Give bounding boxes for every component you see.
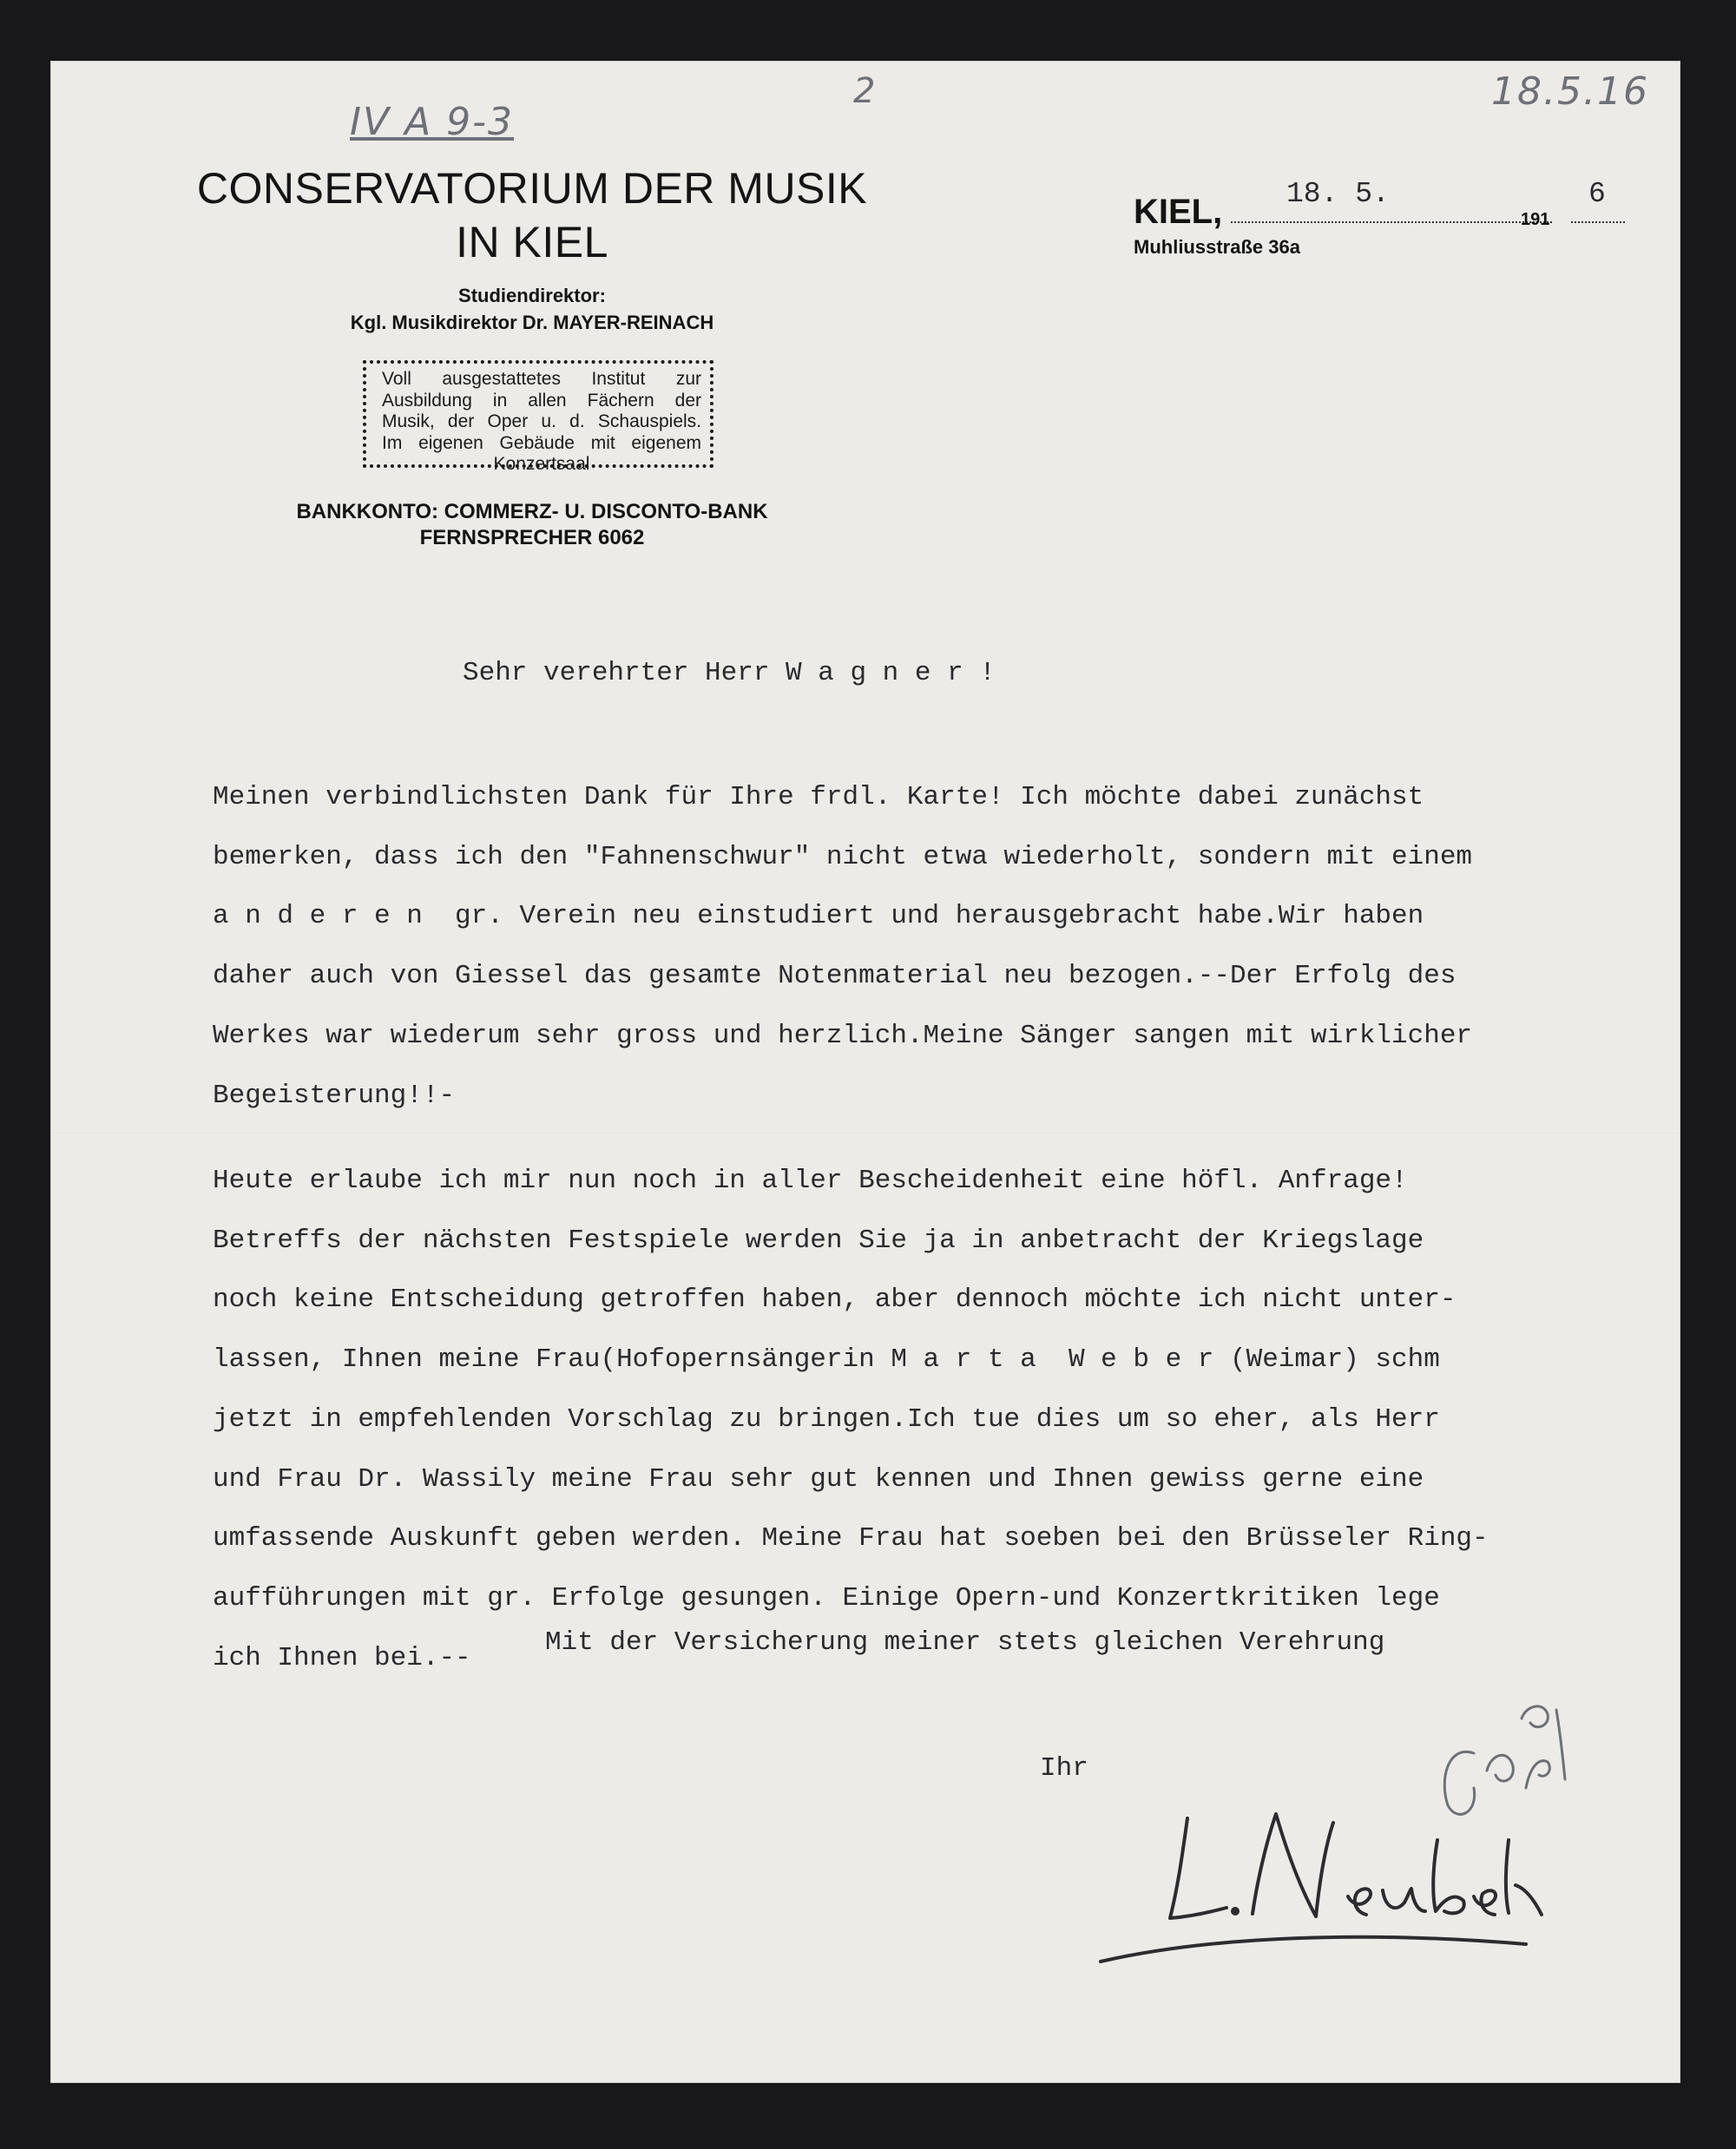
- typed-date: 18. 5.: [1286, 178, 1390, 210]
- closing-line: Mit der Versicherung meiner stets gleichen Verehrung: [545, 1627, 1385, 1658]
- info-line: Im eigenen Gebäude mit eigenem: [382, 432, 701, 453]
- pencil-date-note: 18.5.16: [1491, 69, 1649, 114]
- city-label: KIEL,: [1134, 193, 1223, 231]
- page-number: 2: [853, 71, 878, 111]
- letter-page: [50, 61, 1680, 2083]
- street-address: Muhliusstraße 36a: [1134, 236, 1300, 258]
- year-dotted-line: [1571, 221, 1625, 223]
- handwritten-signature: [1040, 1684, 1578, 1970]
- closing-ihr: Ihr: [1040, 1753, 1088, 1784]
- director-title: Studiendirektor:: [458, 285, 606, 306]
- org-name-line1: CONSERVATORIUM DER MUSIK: [196, 164, 868, 213]
- info-line: Konzertsaal: [493, 454, 590, 474]
- archive-number: IV A 9-3: [350, 100, 515, 144]
- fold-crease: [50, 1133, 1680, 1134]
- info-line: Ausbildung in allen Fächern der: [382, 390, 701, 411]
- institute-info-box: [363, 360, 713, 474]
- year-prefix: 191: [1521, 210, 1550, 229]
- director-name: Kgl. Musikdirektor Dr. MAYER-REINACH: [350, 312, 714, 333]
- paragraph-2: Heute erlaube ich mir nun noch in aller Bescheidenheit eine höfl. Anfrage! Betreffs der nächsten Festspiele werden Sie ja in anbetracht der Kriegslage noch keine Entscheidung getroffen haben, aber dennoch möchte ich nicht unter- lassen, Ihnen meine Frau(Hofopernsängerin M a r t a W e b e r (Weimar) schm jetzt in empfehlenden Vorschlag zu bringen.Ich tue dies um so eher, als Herr und Frau Dr. Wassily meine Frau sehr gut kennen und Ihnen gewiss gerne eine umfassende Auskunft geben werden. Meine Frau hat soeben bei den Brüsseler Ring- aufführungen mit gr. Erfolge gesungen. Einige Opern-und Konzertkritiken lege ich Ihnen bei.--: [213, 1166, 1489, 1673]
- typed-year-digit: 6: [1588, 178, 1606, 210]
- phone-number: FERNSPRECHER 6062: [419, 526, 645, 549]
- date-dotted-line: [1231, 221, 1552, 223]
- org-name-line2: IN KIEL: [456, 218, 608, 266]
- bank-account: BANKKONTO: COMMERZ- U. DISCONTO-BANK: [296, 500, 768, 523]
- salutation: Sehr verehrter Herr W a g n e r !: [463, 658, 996, 688]
- info-line: Musik, der Oper u. d. Schauspiels.: [382, 411, 701, 431]
- paragraph-1: Meinen verbindlichsten Dank für Ihre frdl. Karte! Ich möchte dabei zunächst bemerken, dass ich den "Fahnenschwur" nicht etwa wiederholt, sondern mit einem a n d e r e n gr. Verein neu einstudiert und herausgebracht habe.Wir haben daher auch von Giessel das gesamte Notenmaterial neu bezogen.--Der Erfolg des Werkes war wiederum sehr gross und herzlich.Meine Sänger sangen mit wirklicher Begeisterung!!-: [213, 782, 1473, 1111]
- info-line: Voll ausgestattetes Institut zur: [382, 369, 701, 389]
